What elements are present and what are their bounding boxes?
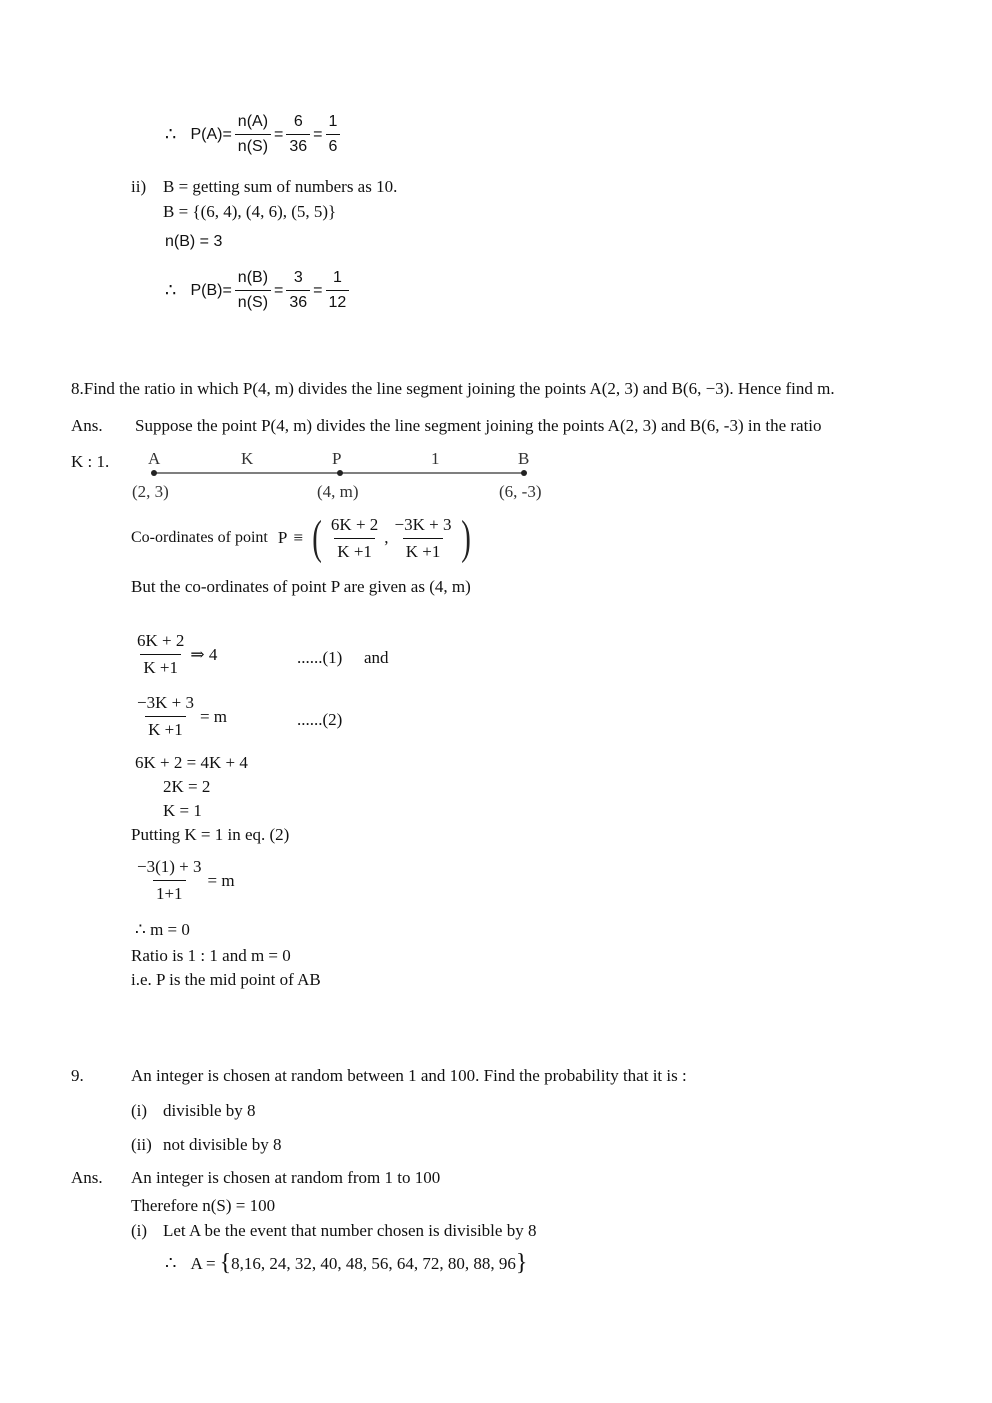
equation-1 xyxy=(131,631,217,678)
part-b-set: B = {(6, 4), (4, 6), (5, 5)} xyxy=(163,202,337,221)
numerator: −3K + 3 xyxy=(394,514,452,534)
denominator: K +1 xyxy=(403,538,444,562)
part-b-text: B = getting sum of numbers as 10. xyxy=(163,177,398,196)
q9-part1-label: (i) xyxy=(131,1101,148,1120)
point-a-dot xyxy=(151,470,157,476)
therefore-symbol: ∴ xyxy=(165,124,177,144)
midpoint-text: i.e. P is the mid point of AB xyxy=(131,970,321,989)
numerator: 1 xyxy=(328,113,338,130)
q9-ans-part-text: Let A be the event that number chosen is divisible by 8 xyxy=(163,1221,537,1240)
eq1-fraction xyxy=(134,631,187,678)
equals-sign: = xyxy=(313,125,323,143)
diagram-coord-b: (6, -3) xyxy=(499,482,542,501)
therefore-symbol: ∴ xyxy=(165,1253,177,1273)
diagram-label-k: K xyxy=(241,449,254,468)
left-paren: ( xyxy=(312,511,322,564)
denominator: 6 xyxy=(326,134,341,156)
denominator: n(S) xyxy=(235,290,271,312)
diagram-label-1: 1 xyxy=(431,449,440,468)
numerator: n(B) xyxy=(237,269,269,286)
numerator: −3K + 3 xyxy=(137,693,194,712)
therefore-symbol: ∴ xyxy=(165,280,177,300)
eq2-rhs: = m xyxy=(199,706,228,726)
set-lhs: A = xyxy=(190,1253,216,1273)
m-result: ∴ m = 0 xyxy=(135,920,190,939)
equals-sign: = xyxy=(222,281,232,299)
eq3-rhs: = m xyxy=(207,870,235,890)
q9-question: An integer is chosen at random between 1 and 100. Find the probability that it is : xyxy=(131,1066,687,1085)
q8-ratio: K : 1. xyxy=(71,452,110,471)
numerator: 6K + 2 xyxy=(330,514,379,534)
denominator: 36 xyxy=(286,134,310,156)
equation-2 xyxy=(131,693,227,740)
q9-part2-label: (ii) xyxy=(131,1135,152,1154)
q8-ans-text: Suppose the point P(4, m) divides the line segment joining the points A(2, 3) and B(6, -3) in the ratio xyxy=(135,416,822,435)
numerator: 6 xyxy=(293,113,303,130)
q9-ans-part-label: (i) xyxy=(131,1221,148,1240)
prob-a-lhs: P(A) xyxy=(190,125,223,143)
coord-equiv: ≡ xyxy=(293,528,303,547)
q9-part2-text: not divisible by 8 xyxy=(163,1135,282,1154)
equals-sign: = xyxy=(313,281,323,299)
set-values: 8,16, 24, 32, 40, 48, 56, 64, 72, 80, 88, 96 xyxy=(231,1253,516,1273)
q9-ans-line1: An integer is chosen at random from 1 to 100 xyxy=(131,1168,441,1187)
diagram-label-p: P xyxy=(332,449,342,468)
diagram-label-b: B xyxy=(518,449,530,468)
numerator: −3(1) + 3 xyxy=(137,857,202,876)
denominator: K +1 xyxy=(334,538,375,562)
denominator: K +1 xyxy=(140,654,181,678)
q8-ans-label: Ans. xyxy=(71,416,103,435)
denominator: n(S) xyxy=(235,134,271,156)
set-a-definition xyxy=(165,1250,527,1277)
coord-x-fraction xyxy=(328,515,381,562)
equals-sign: = xyxy=(274,281,284,299)
denominator: 1+1 xyxy=(153,880,186,904)
q9-part1-text: divisible by 8 xyxy=(163,1101,256,1120)
ratio-result: Ratio is 1 : 1 and m = 0 xyxy=(131,946,291,965)
q9-ans-line2: Therefore n(S) = 100 xyxy=(131,1196,276,1215)
denominator: 36 xyxy=(286,290,310,312)
diagram-coord-p: (4, m) xyxy=(317,482,359,501)
right-brace: } xyxy=(515,1250,528,1276)
putting-text: Putting K = 1 in eq. (2) xyxy=(131,825,290,844)
equals-sign: = xyxy=(222,125,232,143)
eq1-and: and xyxy=(364,648,389,667)
prob-b-lhs: P(B) xyxy=(190,281,223,299)
diagram-label-a: A xyxy=(148,449,161,468)
step-3: K = 1 xyxy=(163,801,202,820)
comma: , xyxy=(384,528,389,547)
equals-sign: = xyxy=(274,125,284,143)
eq2-tag: ......(2) xyxy=(297,710,343,729)
eq1-rhs: ⇒ 4 xyxy=(190,644,218,664)
diagram-coord-a: (2, 3) xyxy=(132,482,169,501)
coord-label: Co-ordinates of point xyxy=(131,529,268,546)
coord-y-fraction xyxy=(392,515,455,562)
section-formula xyxy=(131,511,473,564)
given-text: But the co-ordinates of point P are given as (4, m) xyxy=(131,577,471,596)
denominator: 12 xyxy=(326,290,350,312)
step-2: 2K = 2 xyxy=(163,777,211,796)
point-p-dot xyxy=(337,470,343,476)
q8-question: 8.Find the ratio in which P(4, m) divides the line segment joining the points A(2, 3) and B(6, −3). Hence find m. xyxy=(71,379,835,398)
eq1-tag: ......(1) xyxy=(297,648,343,667)
denominator: K +1 xyxy=(145,716,186,740)
left-brace: { xyxy=(219,1250,232,1276)
point-b-dot xyxy=(521,470,527,476)
numerator: 1 xyxy=(332,269,342,286)
q9-number: 9. xyxy=(71,1066,84,1085)
coord-p: P xyxy=(277,528,288,547)
numerator: n(A) xyxy=(237,113,269,130)
equation-3 xyxy=(131,857,235,904)
eq2-fraction xyxy=(134,693,197,740)
part-b-count: n(B) = 3 xyxy=(165,233,223,250)
numerator: 6K + 2 xyxy=(137,631,185,650)
part-b-label: ii) xyxy=(131,177,147,196)
q9-ans-label: Ans. xyxy=(71,1168,103,1187)
right-paren: ) xyxy=(460,511,471,564)
numerator: 3 xyxy=(293,269,303,286)
step-1: 6K + 2 = 4K + 4 xyxy=(135,753,248,772)
eq3-fraction xyxy=(134,857,205,904)
